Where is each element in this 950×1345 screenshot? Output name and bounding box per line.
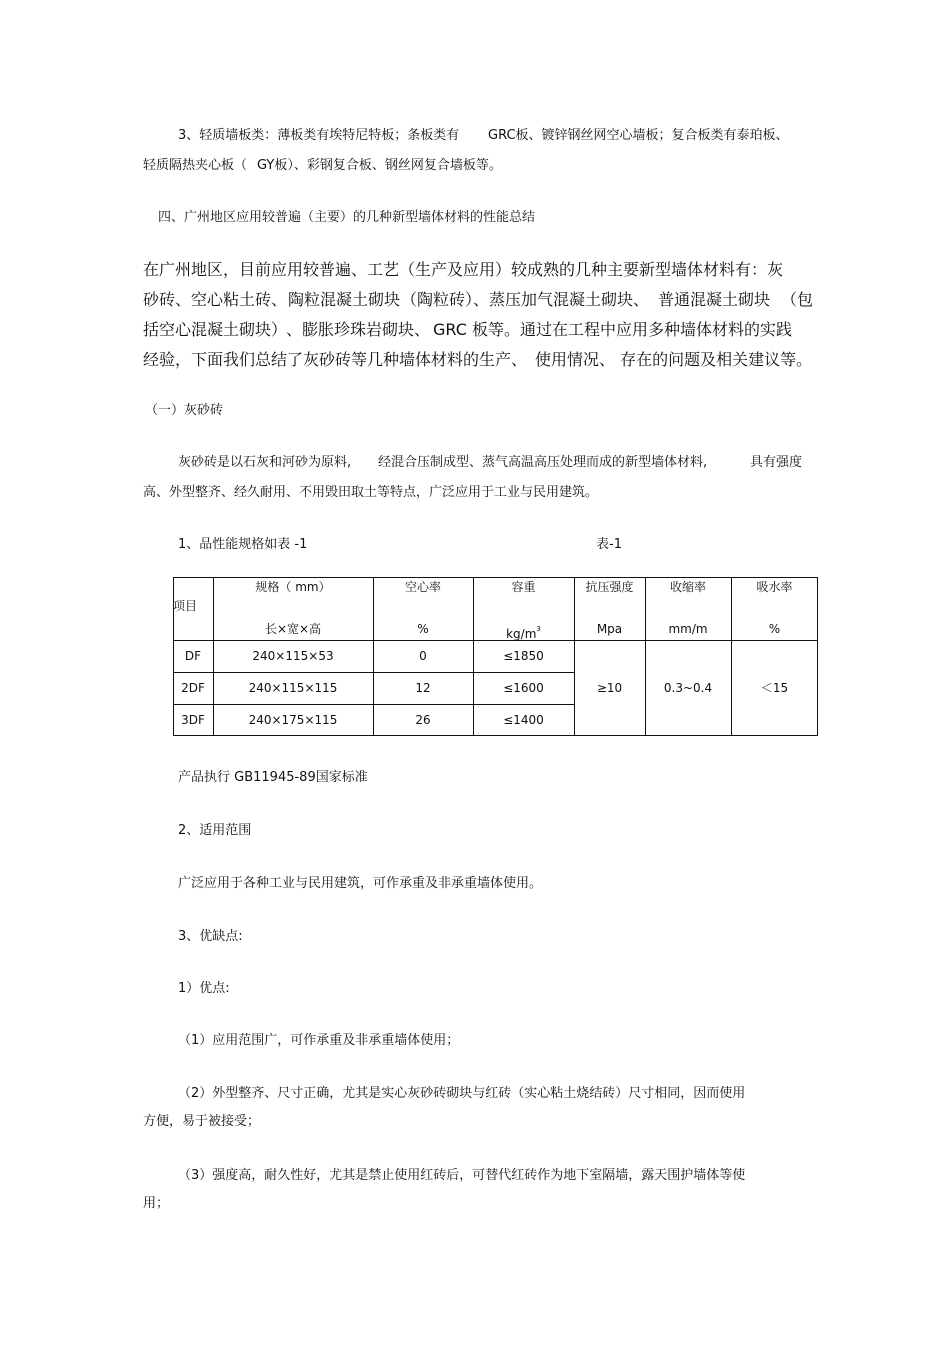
paragraph-line: [178, 454, 818, 472]
table-cell-density: ≤1400: [503, 713, 544, 727]
header-density: 容重: [511, 580, 536, 594]
table-cell-spec: 240×115×53: [252, 649, 334, 663]
text-segment: 使用情况、 存在的问题及相关建议等。: [535, 350, 813, 369]
table-cell-density: ≤1850: [503, 649, 544, 663]
header-absorb: 吸水率: [756, 580, 793, 594]
text-segment: 陶粒混凝土砌块: [288, 290, 401, 309]
text-segment: （包: [781, 290, 814, 309]
list-item: （1）应用范围广，可作承重及非承重墙体使用；: [178, 1033, 460, 1048]
section-heading: 3、优缺点:: [178, 929, 243, 944]
paragraph-line: 高、外型整齐、经久耐用、不用毁田取土等特点，广泛应用于工业与民用建筑。: [143, 485, 599, 500]
header-void: 空心率: [404, 580, 441, 594]
text-segment: 括空心混凝土砌块）: [143, 320, 288, 339]
section-heading: 四、广州地区应用较普遍（主要）的几种新型墙体材料的性能总结: [158, 210, 536, 225]
text-segment: 3、轻质墙板类：薄板类有埃特尼特板；条板类有: [178, 128, 460, 143]
table-cell-item: 3DF: [181, 713, 205, 727]
intro-line: [143, 349, 823, 371]
header-absorb-unit: %: [768, 622, 781, 636]
table-cell-spec: 240×115×115: [248, 681, 338, 695]
table-caption: 1、品性能规格如表 -1: [178, 537, 308, 552]
header-density-unit: [473, 622, 574, 641]
table-number: 表-1: [596, 537, 622, 552]
intro-line: [143, 319, 823, 341]
section-heading: 2、适用范围: [178, 823, 252, 838]
standard-note: 产品执行 GB11945-89国家标准: [178, 770, 368, 785]
text-segment: GRC板、镀锌钢丝网空心墙板；复合板类有泰珀板、: [488, 128, 789, 143]
header-strength: 抗压强度: [585, 580, 634, 594]
table-cell-strength: ≥10: [596, 681, 623, 695]
paragraph-line: 广泛应用于各种工业与民用建筑，可作承重及非承重墙体使用。: [178, 876, 543, 891]
text-segment: 、膨胀珍珠岩砌块、: [286, 320, 431, 339]
list-item-continuation: 用；: [143, 1196, 170, 1211]
header-spec: 规格（ mm）: [255, 580, 331, 594]
header-strength-unit: Mpa: [596, 622, 623, 636]
subsection-heading: 1）优点:: [178, 981, 230, 996]
subsection-heading: （一）灰砂砖: [145, 403, 224, 418]
list-item: （3）强度高，耐久性好，尤其是禁止使用红砖后，可替代红砖作为地下室隔墙，露天围护墙体等使: [178, 1168, 746, 1183]
header-item: 项目: [173, 599, 198, 613]
table-cell-shrink: 0.3~0.4: [663, 681, 713, 695]
text-segment: GRC 板等。通过在工程中应用多种墙体材料的实践: [433, 320, 792, 339]
text-segment: GY板）、彩钢复合板、钢丝网复合墙板等。: [257, 158, 502, 173]
density-unit-text: kg/m: [506, 627, 537, 641]
text-segment: 具有强度: [750, 455, 803, 470]
text-segment: 经验，下面我们总结了灰砂砖等几种墙体材料的生产、: [143, 350, 528, 369]
header-shrink: 收缩率: [669, 580, 706, 594]
text-segment: 轻质隔热夹心板（: [143, 158, 248, 173]
text-segment: 砂砖、空心粘土砖、: [143, 290, 288, 309]
table-cell-void: 12: [415, 681, 431, 695]
header-void-unit: %: [417, 622, 429, 636]
properties-table: [173, 577, 818, 736]
text-segment: 普通混凝土砌块: [658, 290, 771, 309]
table-cell-void: 0: [419, 649, 427, 663]
header-shrink-unit: mm/m: [668, 622, 708, 636]
header-spec-dims: 长×宽×高: [264, 622, 322, 636]
table-cell-item: DF: [184, 649, 202, 663]
text-segment: （陶粒砖）、蒸压加气混凝土砌块、: [401, 290, 650, 309]
table-cell-density: ≤1600: [503, 681, 544, 695]
text-segment: 经混合压制成型、蒸气高温高压处理而成的新型墙体材料,: [378, 455, 708, 470]
table-cell-spec: 240×175×115: [248, 713, 338, 727]
intro-line: [143, 289, 823, 311]
intro-line: 在广州地区，目前应用较普遍、工艺（生产及应用）较成熟的几种主要新型墙体材料有：灰: [143, 260, 784, 279]
text-segment: 灰砂砖是以石灰和河砂为原料,: [178, 455, 352, 470]
density-unit-sup: 3: [536, 625, 541, 633]
table-cell-void: 26: [415, 713, 431, 727]
table-cell-absorb: ＜15: [760, 681, 789, 695]
list-item: （2）外型整齐、尺寸正确，尤其是实心灰砂砖砌块与红砖（实心粘土烧结砖）尺寸相同，因而使用: [178, 1086, 746, 1101]
table-cell-item: 2DF: [181, 681, 205, 695]
list-item-continuation: 方便，易于被接受；: [143, 1114, 261, 1129]
